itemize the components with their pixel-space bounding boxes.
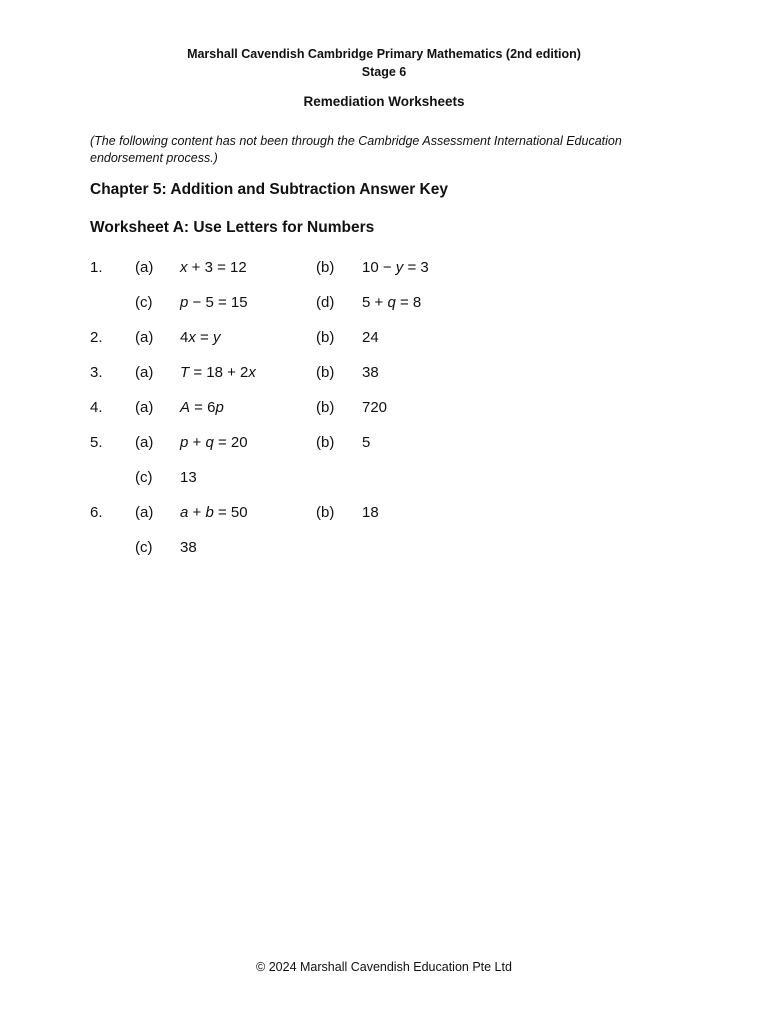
answer-value-left: A = 6p (180, 399, 224, 416)
answer-row (0, 469, 768, 489)
question-number: 6. (90, 504, 103, 521)
question-number: 4. (90, 399, 103, 416)
part-label-right: (b) (316, 504, 335, 521)
copyright-footer: © 2024 Marshall Cavendish Education Pte Ltd (256, 960, 512, 974)
part-label-left: (a) (135, 364, 154, 381)
worksheet-title: Worksheet A: Use Letters for Numbers (90, 219, 375, 236)
answer-value-left: 38 (180, 539, 197, 556)
answer-value-left: p + q = 20 (180, 434, 248, 451)
answer-value-left: 4x = y (180, 329, 221, 346)
chapter-title: Chapter 5: Addition and Subtraction Answer Key (90, 181, 448, 198)
answer-value-right: 5 + q = 8 (362, 294, 422, 311)
part-label-left: (c) (135, 539, 153, 556)
answer-value-left: a + b = 50 (180, 504, 248, 521)
answer-row (0, 539, 768, 559)
question-number: 2. (90, 329, 103, 346)
question-number: 1. (90, 259, 103, 276)
part-label-left: (a) (135, 504, 154, 521)
answer-value-right: 24 (362, 329, 379, 346)
part-label-right: (b) (316, 329, 335, 346)
part-label-right: (d) (316, 294, 335, 311)
part-label-right: (b) (316, 259, 335, 276)
question-number: 5. (90, 434, 103, 451)
answer-value-right: 5 (362, 434, 371, 451)
document-subtitle: Remediation Worksheets (303, 94, 465, 109)
answer-value-right: 38 (362, 364, 379, 381)
answer-value-left: T = 18 + 2x (180, 364, 256, 381)
answer-value-right: 10 − y = 3 (362, 259, 429, 276)
answer-row (0, 294, 768, 314)
series-title: Marshall Cavendish Cambridge Primary Mathematics (2nd edition) (187, 47, 581, 61)
answer-row (0, 259, 768, 279)
answer-value-left: x + 3 = 12 (180, 259, 247, 276)
answer-value-left: p − 5 = 15 (180, 294, 248, 311)
answer-row (0, 434, 768, 454)
answer-row (0, 364, 768, 384)
answer-value-right: 720 (362, 399, 388, 416)
part-label-right: (b) (316, 434, 335, 451)
stage-label: Stage 6 (361, 65, 407, 79)
answer-row (0, 504, 768, 524)
part-label-left: (a) (135, 329, 154, 346)
part-label-left: (a) (135, 434, 154, 451)
answer-row (0, 399, 768, 419)
answer-value-right: 18 (362, 504, 379, 521)
part-label-left: (a) (135, 259, 154, 276)
endorsement-note: (The following content has not been through the Cambridge Assessment International Education endorsement process.) (90, 134, 622, 165)
part-label-left: (c) (135, 294, 153, 311)
question-number: 3. (90, 364, 103, 381)
part-label-left: (a) (135, 399, 154, 416)
part-label-left: (c) (135, 469, 153, 486)
part-label-right: (b) (316, 364, 335, 381)
answer-value-left: 13 (180, 469, 197, 486)
part-label-right: (b) (316, 399, 335, 416)
answer-row (0, 329, 768, 349)
